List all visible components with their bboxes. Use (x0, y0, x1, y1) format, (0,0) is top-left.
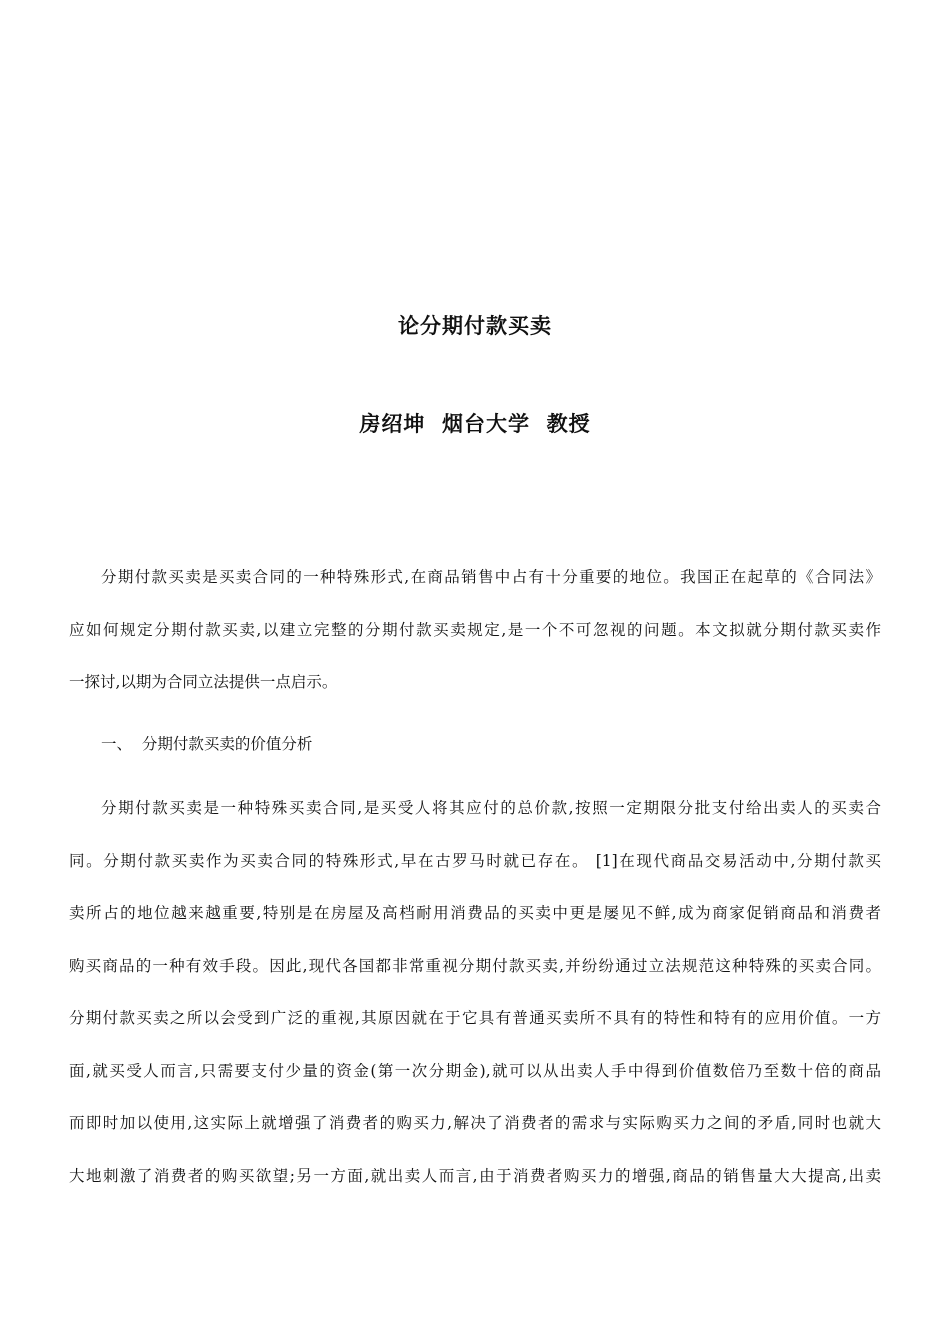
paragraph-line: 购买商品的一种有效手段。因此,现代各国都非常重视分期付款买卖,并纷纷通过立法规范这种特殊的买卖合同。 (69, 956, 881, 975)
paragraph-line: 同。分期付款买卖作为买卖合同的特殊形式,早在古罗马时就已存在。 [1]在现代商品交易活动中,分期付款买 (69, 851, 881, 870)
author-line: 房绍坤 烟台大学 教授 (359, 412, 591, 436)
section-heading-text: 一、 分期付款买卖的价值分析 (101, 735, 313, 753)
document-title: 论分期付款买卖 (398, 314, 552, 338)
paragraph-line: 面,就买受人而言,只需要支付少量的资金(第一次分期金),就可以从出卖人手中得到价值数倍乃至数十倍的商品 (69, 1061, 881, 1080)
paragraph-line: 分期付款买卖是一种特殊买卖合同,是买受人将其应付的总价款,按照一定期限分批支付给出卖人的买卖合 (101, 799, 881, 817)
paragraph-line: 应如何规定分期付款买卖,以建立完整的分期付款买卖规定,是一个不可忽视的问题。本文拟就分期付款买卖作 (69, 620, 881, 639)
section-heading (69, 731, 881, 784)
paragraph-line: 一探讨,以期为合同立法提供一点启示。 (69, 673, 338, 691)
paragraph-line: 卖所占的地位越来越重要,特别是在房屋及高档耐用消费品的买卖中更是屡见不鲜,成为商家促销商品和消费者 (69, 904, 881, 922)
paragraph-line: 分期付款买卖之所以会受到广泛的重视,其原因就在于它具有普通买卖所不具有的特性和特有的应用价值。一方 (69, 1009, 881, 1027)
paragraph-value-analysis (69, 795, 881, 1215)
paragraph-line: 大地刺激了消费者的购买欲望;另一方面,就出卖人而言,由于消费者购买力的增强,商品的销售量大大提高,出卖 (69, 1166, 881, 1185)
paragraph-intro (69, 564, 881, 722)
paragraph-line: 而即时加以使用,这实际上就增强了消费者的购买力,解决了消费者的需求与实际购买力之间的矛盾,同时也就大 (69, 1114, 881, 1132)
paragraph-line: 分期付款买卖是买卖合同的一种特殊形式,在商品销售中占有十分重要的地位。我国正在起草的《合同法》 (101, 568, 881, 586)
